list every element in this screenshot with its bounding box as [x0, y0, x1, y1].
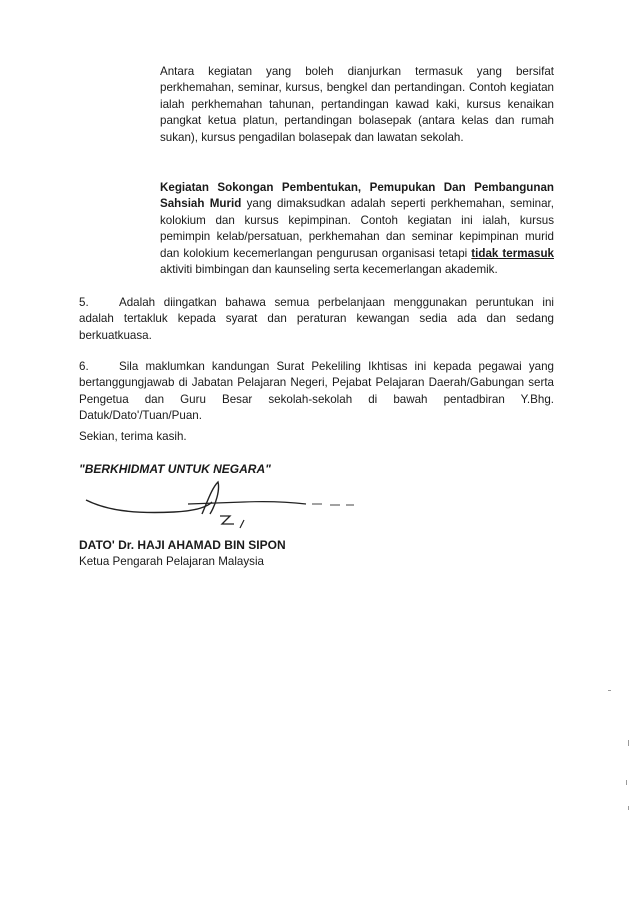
- paragraph-number: 5.: [79, 296, 89, 309]
- scan-mark: [608, 690, 611, 691]
- paragraph-text-part-1: yang dimaksudkan adalah seperti perkhemahan, seminar, kolokium dan kursus kepimpinan. Contoh kegiatan ini ialah, kursus pemimpin kelab/persatuan, perkhemahan dan seminar kepimpinan murid dan kolokium kecemerlangan pengurusan organisasi tetapi: [160, 197, 555, 260]
- motto: "BERKHIDMAT UNTUK NEGARA": [79, 462, 271, 476]
- paragraph-text: Sila maklumkan kandungan Surat Pekeliling Ikhtisas ini kepada pegawai yang bertanggungjawab di Jabatan Pelajaran Negeri, Pejabat Pelajaran Daerah/Gabungan serta Pengetua dan Guru Besar sekolah-sekolah di bawah pentadbiran Y.Bhg. Datuk/Dato'/Tuan/Puan.: [79, 360, 554, 423]
- paragraph-character-activities: [160, 180, 554, 278]
- paragraph-5: [79, 295, 554, 344]
- paragraph-number: 6.: [79, 360, 89, 373]
- signatory-title: Ketua Pengarah Pelajaran Malaysia: [79, 555, 264, 568]
- paragraph-heading: Kegiatan Sokongan Pembentukan, Pemupukan Dan Pembangunan Sahsiah Murid: [160, 181, 554, 211]
- paragraph-activities: Antara kegiatan yang boleh dianjurkan termasuk yang bersifat perkhemahan, seminar, kursus, bengkel dan pertandingan. Contoh kegiatan ialah perkhemahan tahunan, pertandingan kawad kaki, kursus kenaikan pangkat ketua platun, pertandingan bolasepak (antara kelas dan rumah sukan), kursus pengadilan bolasepak dan lawatan sekolah.: [160, 65, 554, 144]
- emphasis-not-included: tidak termasuk: [471, 246, 554, 260]
- closing-line: Sekian, terima kasih.: [79, 430, 187, 443]
- paragraph-text: Adalah diingatkan bahawa semua perbelanjaan menggunakan peruntukan ini adalah tertakluk kepada syarat dan peraturan kewangan sedia ada dan sedang berkuatkuasa.: [79, 296, 554, 342]
- signature: [84, 480, 374, 540]
- scan-mark: [628, 806, 629, 810]
- scan-mark: [628, 740, 629, 746]
- paragraph-6: [79, 359, 554, 425]
- paragraph-text-part-2: aktiviti bimbingan dan kaunseling serta kecemerlangan akademik.: [160, 263, 498, 277]
- scan-mark: [626, 780, 627, 785]
- signatory-name: DATO' Dr. HAJI AHAMAD BIN SIPON: [79, 538, 286, 552]
